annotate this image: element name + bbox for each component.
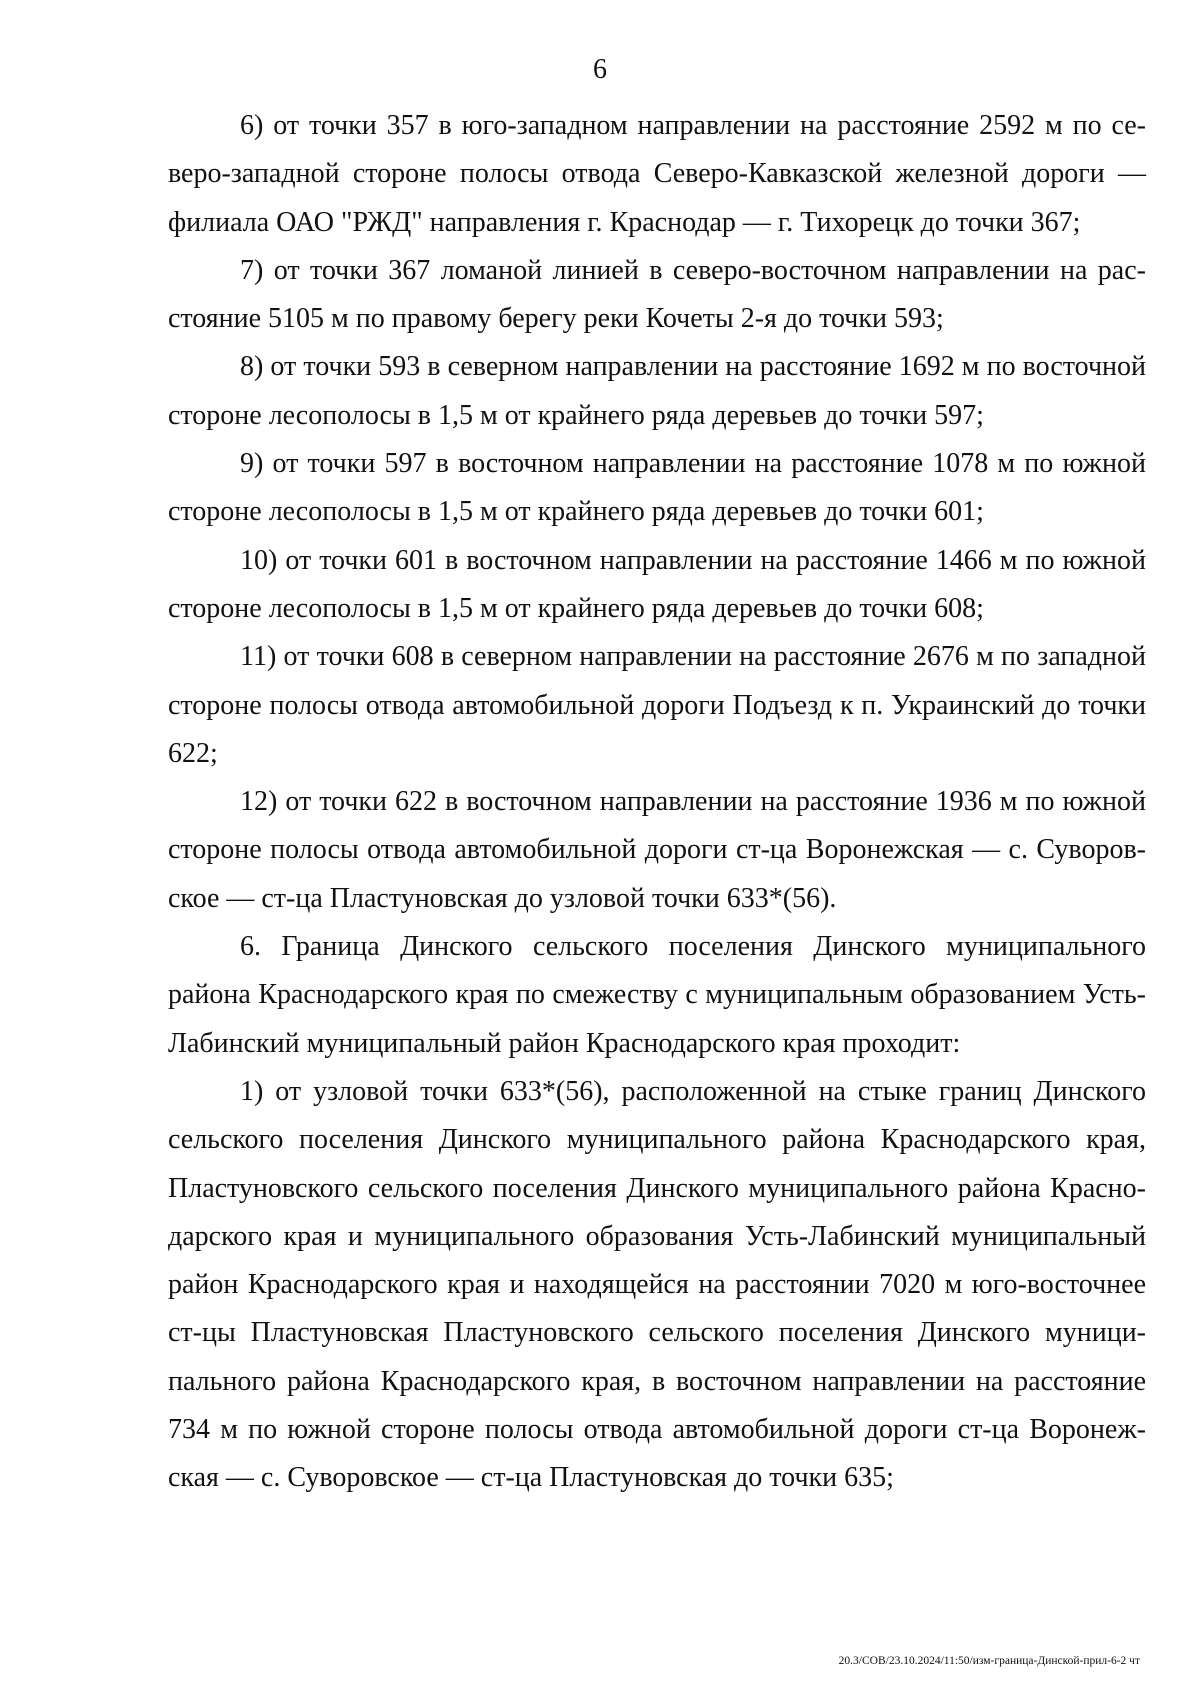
document-body	[168, 102, 1146, 1503]
paragraph-item-10: 10) от точки 601 в восточном направлении на расстояние 1466 м по южной стороне лесополосы в 1,5 м от крайнего ряда деревьев до точки 608;	[168, 544, 1146, 624]
paragraph-item-7: 7) от точки 367 ломаной линией в северо-восточном направлении на расстояние 5105 м по правому берегу реки Кочеты 2-я до точки 593;	[168, 254, 1146, 335]
paragraph-item-12: 12) от точки 622 в восточном направлении на расстояние 1936 м по южной стороне полосы отвода автомобильной дороги ст-ца Воронежская — с. Суворовское — ст-ца Пластуновская до узловой точки 633*(56).	[168, 786, 1146, 914]
paragraph-item-11: 11) от точки 608 в северном направлении на расстояние 2676 м по западной стороне полосы отвода автомобильной дороги Подъезд к п. Украинский до точки 622;	[168, 641, 1146, 769]
section-6-paragraph: 6. Граница Динского сельского поселения Динского муниципального района Краснодарского края по смежеству с муниципальным образованием Усть-Лабинский муниципальный район Краснодарского края проходит:	[168, 931, 1146, 1059]
paragraph-item-8: 8) от точки 593 в северном направлении на расстояние 1692 м по восточной стороне лесополосы в 1,5 м от крайнего ряда деревьев до точки 597;	[168, 351, 1146, 431]
paragraph-item-9: 9) от точки 597 в восточном направлении на расстояние 1078 м по южной стороне лесополосы в 1,5 м от крайнего ряда деревьев до точки 601;	[168, 448, 1146, 528]
document-footer-reference: 20.3/СОВ/23.10.2024/11:50/изм-граница-Динской-прил-6-2 чт	[838, 1655, 1140, 1667]
section-6-item-1: 1) от узловой точки 633*(56), расположенной на стыке границ Динского сельского поселения Динского муниципального района Краснодарского края, Пластуновского сельского поселения Динского муниципального района Краснодарского края и муниципального образования Усть-Лабинский муниципальный район Краснодарского края и находящейся на расстоянии 7020 м юго-восточнее ст-цы Пластуновская Пластуновского сельского поселения Динского муниципального района Краснодарского края, в восточном направлении на расстояние 734 м по южной стороне полосы отвода автомобильной дороги ст-ца Воронежская — с. Суворовское — ст-ца Пластуновская до точки 635;	[168, 1075, 1146, 1494]
page-number: 6	[593, 54, 607, 85]
paragraph-item-6: 6) от точки 357 в юго-западном направлении на расстояние 2592 м по северо-западной стороне полосы отвода Северо-Кавказской железной дороги — филиала ОАО "РЖД" направления г. Краснодар — г. Тихорецк до точки 367;	[168, 110, 1146, 238]
